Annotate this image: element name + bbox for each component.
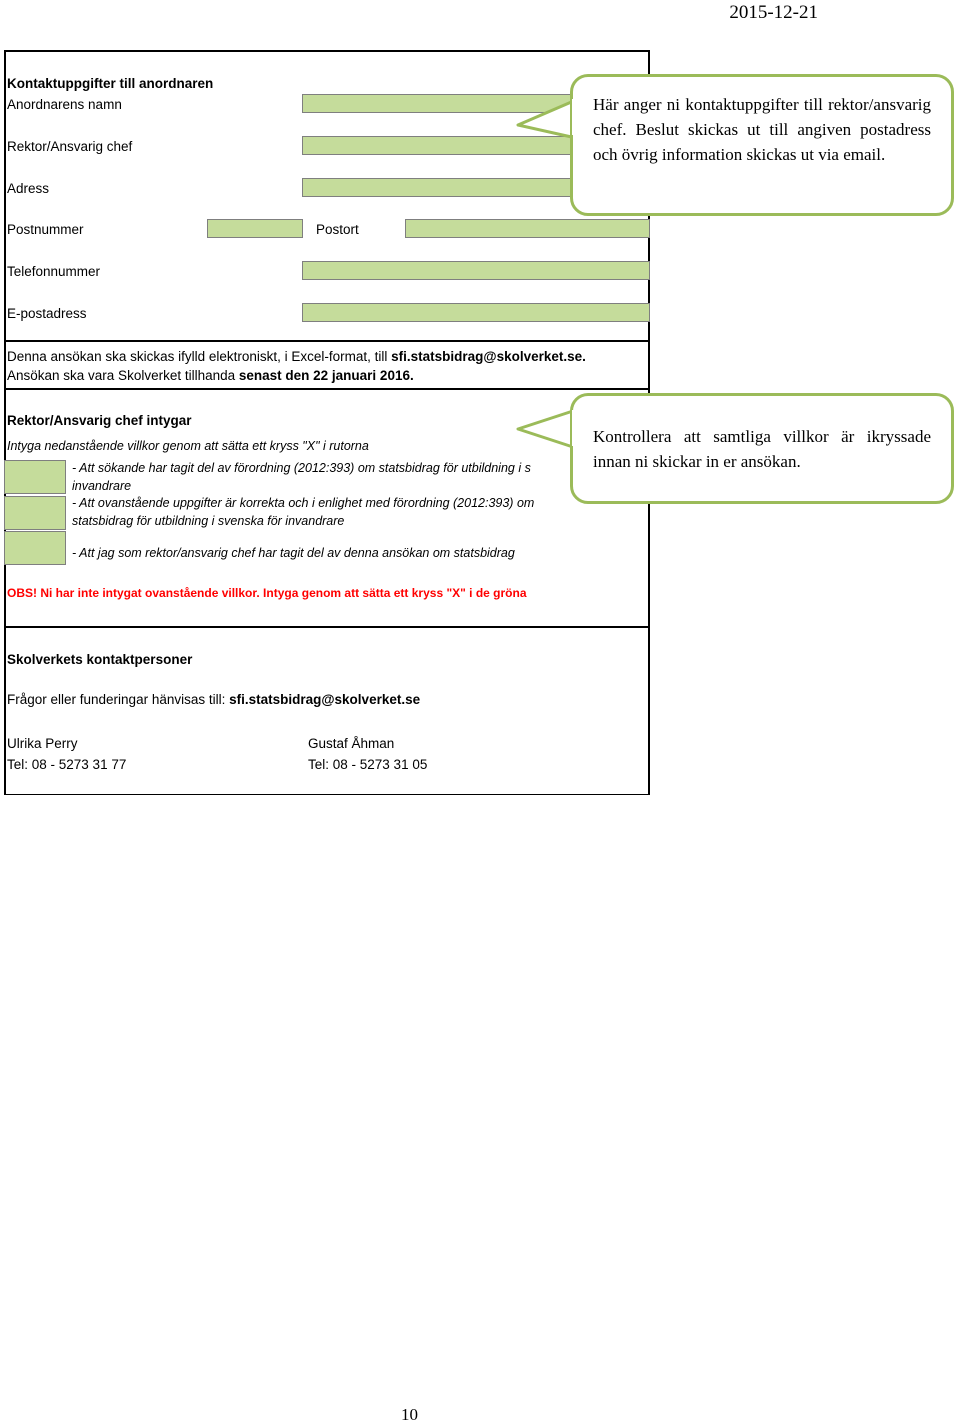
divider [4,388,650,390]
submission-instruction-line1 [7,349,586,364]
deadline-date: senast den 22 januari 2016. [238,368,414,383]
condition2-line2: statsbidrag för utbildning i svenska för invandrare [72,514,345,528]
contact2-phone: Tel: 08 - 5273 31 05 [308,757,428,772]
postcode-label: Postnummer [7,222,84,237]
deadline-text: Ansökan ska vara Skolverket tillhanda [7,368,239,383]
condition1-line1: - Att sökande har tagit del av förordning (2012:393) om statsbidrag för utbildning i s [72,461,531,475]
city-label: Postort [316,222,359,237]
callout-tail [516,406,578,452]
contact-info-callout: Här anger ni kontaktuppgifter till rektor/ansvarig chef. Beslut skickas ut till angiven postadress och övrig information skickas ut via email. [570,74,954,216]
submission-text: Denna ansökan ska skickas ifylld elektroniskt, i Excel-format, till [7,349,392,364]
phone-field[interactable] [302,261,650,280]
questions-line [7,692,420,707]
submission-instruction-line2 [7,368,414,383]
page-number: 10 [401,1405,418,1424]
principal-label: Rektor/Ansvarig chef [7,139,133,154]
email-field[interactable] [302,303,650,322]
certify-instruction: Intyga nedanstående villkor genom att sätta ett kryss "X" i rutorna [7,439,369,453]
contacts-heading: Skolverkets kontaktpersoner [7,652,193,667]
contact1-phone: Tel: 08 - 5273 31 77 [7,757,127,772]
organizer-name-label: Anordnarens namn [7,97,122,112]
certify-heading: Rektor/Ansvarig chef intygar [7,413,192,428]
divider [4,626,650,628]
condition3-text: - Att jag som rektor/ansvarig chef har tagit del av denna ansökan om statsbidrag [72,546,515,560]
condition3-checkbox[interactable] [4,531,66,565]
check-conditions-callout: Kontrollera att samtliga villkor är ikryssade innan ni skickar in er ansökan. [570,393,954,504]
address-label: Adress [7,181,50,196]
contact-section-heading: Kontaktuppgifter till anordnaren [7,76,214,91]
divider [4,340,650,342]
condition2-checkbox[interactable] [4,496,66,530]
contact1-name: Ulrika Perry [7,736,78,751]
submission-email: sfi.statsbidrag@skolverket.se. [391,349,586,364]
questions-email: sfi.statsbidrag@skolverket.se [229,692,421,707]
email-label: E-postadress [7,306,87,321]
questions-text: Frågor eller funderingar hänvisas till: [7,692,230,707]
document-date: 2015-12-21 [729,2,818,23]
condition1-checkbox[interactable] [4,460,66,494]
callout-tail-join [572,99,578,135]
city-field[interactable] [405,219,650,238]
condition1-line2: invandrare [72,479,132,493]
contact2-name: Gustaf Åhman [308,736,395,751]
phone-label: Telefonnummer [7,264,101,279]
callout-tail-join [572,410,578,446]
postcode-field[interactable] [207,219,303,238]
callout-tail [516,96,578,142]
warning-message: OBS! Ni har inte intygat ovanstående villkor. Intyga genom att sätta ett kryss "X" i de gröna [7,586,527,600]
condition2-line1: - Att ovanstående uppgifter är korrekta och i enlighet med förordning (2012:393) om [72,496,535,510]
